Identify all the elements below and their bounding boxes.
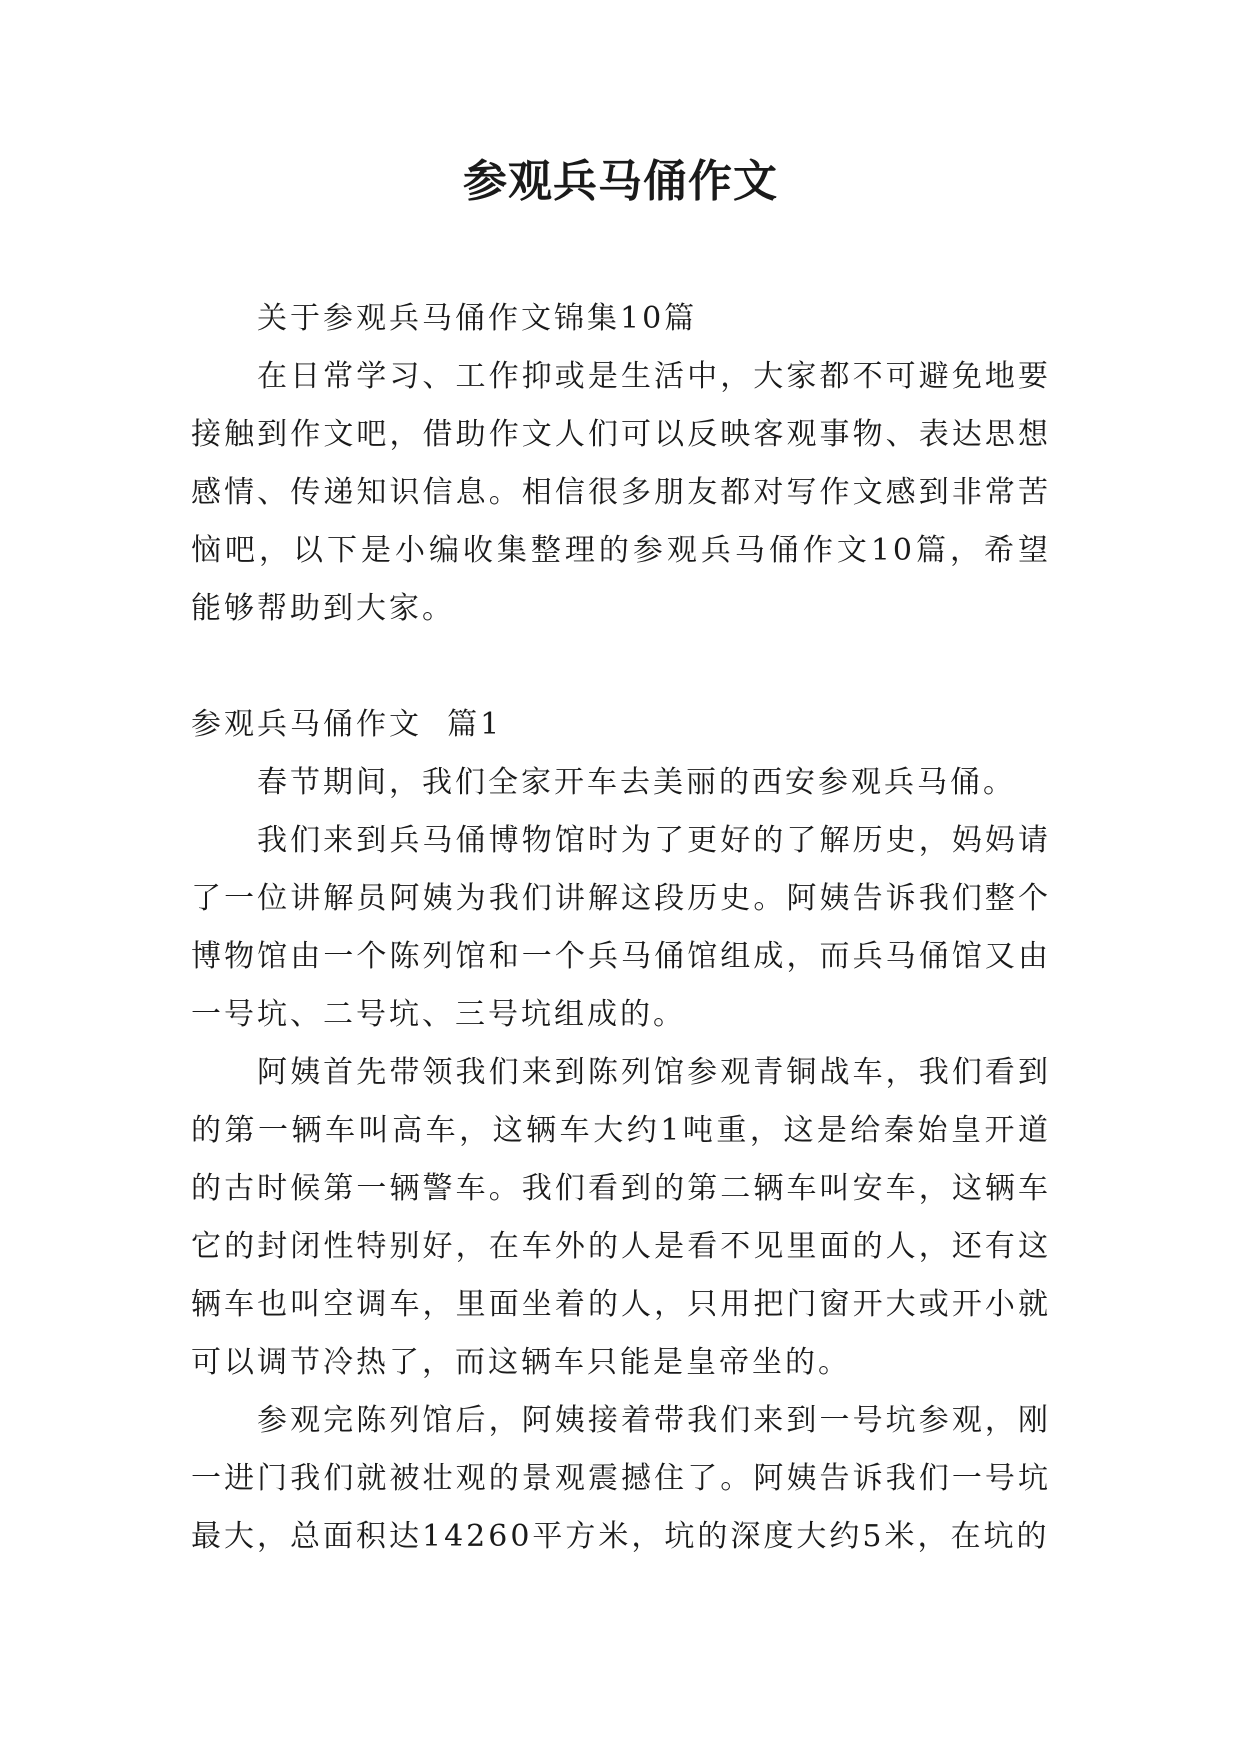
body-paragraph-4: 参观完陈列馆后，阿姨接着带我们来到一号坑参观，刚一进门我们就被壮观的景观震撼住了。阿姨告诉我们一号坑最大，总面积达14260平方米，坑的深度大约5米，在坑的 <box>191 1403 1051 1554</box>
body-paragraph-2: 我们来到兵马俑博物馆时为了更好的了解历史，妈妈请了一位讲解员阿姨为我们讲解这段历史。阿姨告诉我们整个博物馆由一个陈列馆和一个兵马俑馆组成，而兵马俑馆又由一号坑、二号坑、三号坑组成的。 <box>191 823 1051 1032</box>
section-heading: 参观兵马俑作文 篇1 <box>191 707 503 742</box>
document-title: 参观兵马俑作文 <box>463 156 778 207</box>
intro-paragraph: 在日常学习、工作抑或是生活中，大家都不可避免地要接触到作文吧，借助作文人们可以反映客观事物、表达思想感情、传递知识信息。相信很多朋友都对写作文感到非常苦恼吧，以下是小编收集整理的参观兵马俑作文10篇，希望能够帮助到大家。 <box>191 359 1051 626</box>
body-paragraph-1: 春节期间，我们全家开车去美丽的西安参观兵马俑。 <box>257 765 1016 800</box>
body-paragraph-3: 阿姨首先带领我们来到陈列馆参观青铜战车，我们看到的第一辆车叫高车，这辆车大约1吨重，这是给秦始皇开道的古时候第一辆警车。我们看到的第二辆车叫安车，这辆车它的封闭性特别好，在车外的人是看不见里面的人，还有这辆车也叫空调车，里面坐着的人，只用把门窗开大或开小就可以调节冷热了，而这辆车只能是皇帝坐的。 <box>191 1055 1051 1380</box>
document-body <box>191 290 1051 1566</box>
document-subtitle: 关于参观兵马俑作文锦集10篇 <box>257 301 698 336</box>
